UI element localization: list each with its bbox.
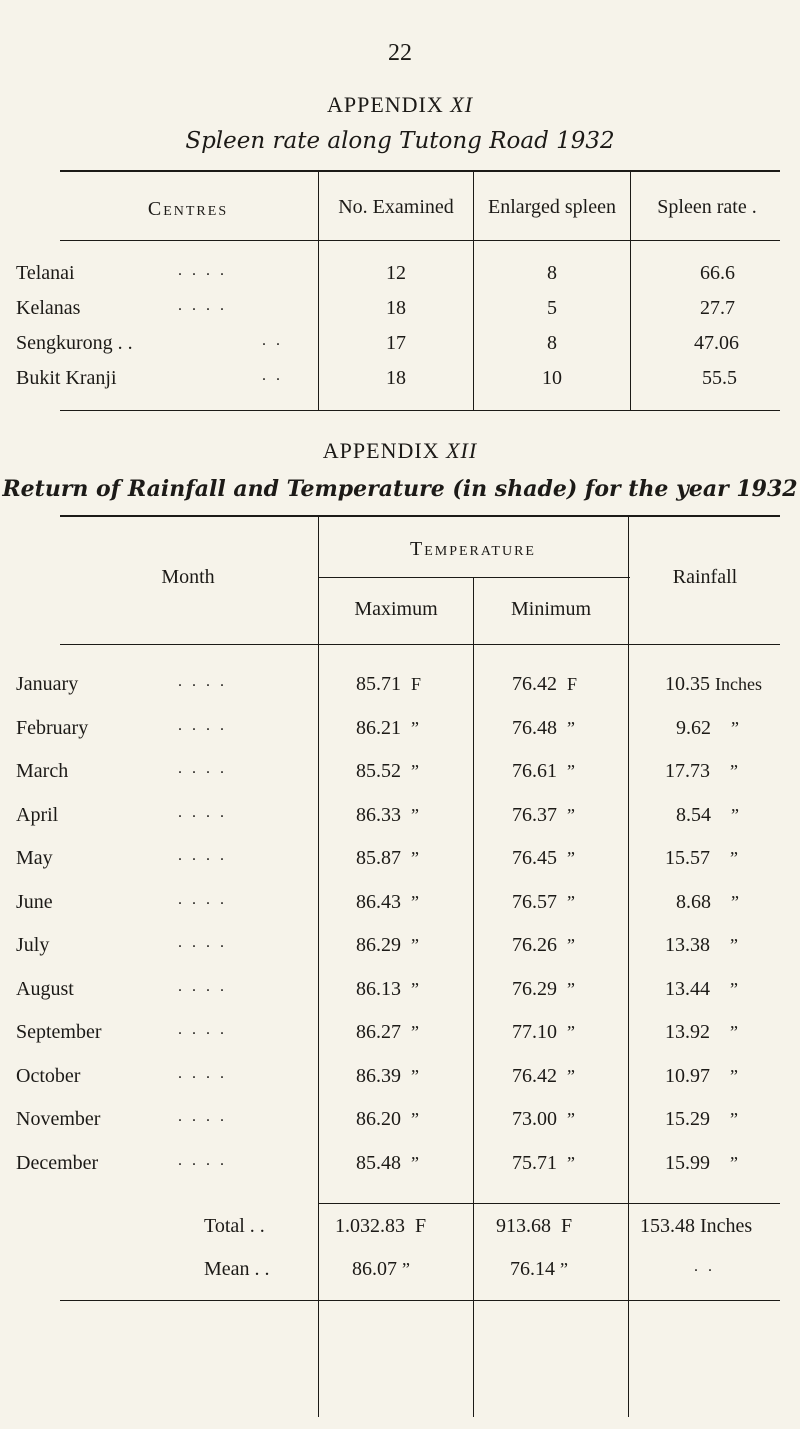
max-temp: 85.48 ” — [356, 1152, 419, 1174]
min-temp: 76.48 ” — [512, 717, 575, 739]
max-temp: 85.71 F — [356, 673, 422, 695]
min-temp: 76.37 ” — [512, 804, 575, 826]
table-bottom-rule — [60, 410, 780, 411]
min-temp: 73.00 ” — [512, 1108, 575, 1130]
leader-dots: . . . . — [178, 760, 227, 777]
column-divider — [630, 172, 631, 410]
leader-dots: . . . . — [178, 804, 227, 821]
leader-dots: . . . . — [178, 1152, 227, 1169]
rainfall: 8.68 ” — [676, 891, 739, 913]
rainfall: 15.99 ” — [665, 1152, 738, 1174]
rainfall: 13.38 ” — [665, 934, 738, 956]
column-header-examined: No. Examined — [338, 196, 454, 218]
max-temp: 86.13 ” — [356, 978, 419, 1000]
month-label: September — [16, 1021, 102, 1043]
leader-dots: . . . . — [178, 1021, 227, 1038]
rainfall: 17.73 ” — [665, 760, 738, 782]
leader-dots: . . . . — [178, 1108, 227, 1125]
column-header-maximum: Maximum — [354, 598, 438, 620]
min-temp: 76.61 ” — [512, 760, 575, 782]
max-temp: 86.39 ” — [356, 1065, 419, 1087]
max-temp: 86.21 ” — [356, 717, 419, 739]
rainfall: 15.29 ” — [665, 1108, 738, 1130]
month-label: April — [16, 804, 59, 826]
min-temp: 77.10 ” — [512, 1021, 575, 1043]
max-temp: 86.29 ” — [356, 934, 419, 956]
rainfall: 8.54 ” — [676, 804, 739, 826]
month-label: October — [16, 1065, 81, 1087]
month-label: December — [16, 1152, 99, 1174]
appendix-xii-heading: APPENDIX XII — [322, 438, 478, 463]
min-temp: 76.57 ” — [512, 891, 575, 913]
column-divider — [318, 172, 319, 410]
min-temp: 76.45 ” — [512, 847, 575, 869]
max-temp: 85.52 ” — [356, 760, 419, 782]
max-temp: 86.27 ” — [356, 1021, 419, 1043]
max-temp: 85.87 ” — [356, 847, 419, 869]
leader-dots: . . . . — [178, 717, 227, 734]
column-divider — [473, 172, 474, 410]
max-temp: 86.33 ” — [356, 804, 419, 826]
leader-dots: . . . . — [178, 891, 227, 908]
rainfall: 13.44 ” — [665, 978, 738, 1000]
month-label: March — [16, 760, 69, 782]
month-label: November — [16, 1108, 101, 1130]
column-divider — [318, 517, 319, 1417]
table-bottom-rule — [60, 1300, 780, 1301]
rainfall: 15.57 ” — [665, 847, 738, 869]
column-header-centres: Centres — [147, 198, 229, 220]
leader-dots: . . . . — [178, 673, 227, 690]
min-temp: 76.29 ” — [512, 978, 575, 1000]
month-label: January — [16, 673, 79, 695]
rainfall: 13.92 ” — [665, 1021, 738, 1043]
month-label: August — [16, 978, 74, 1000]
column-header-temperature: Temperature — [409, 538, 536, 560]
appendix-xi-subtitle: Spleen rate along Tutong Road 1932 — [185, 128, 615, 154]
month-label: July — [16, 934, 50, 956]
month-label: June — [16, 891, 53, 913]
table-top-rule — [60, 515, 780, 517]
leader-dots: . . . . — [178, 978, 227, 995]
rainfall: 9.62 ” — [676, 717, 739, 739]
max-temp: 86.43 ” — [356, 891, 419, 913]
month-label: February — [16, 717, 89, 739]
min-temp: 76.42 ” — [512, 1065, 575, 1087]
column-header-enlarged: Enlarged spleen — [488, 196, 616, 218]
table-top-rule — [60, 170, 780, 172]
max-temp: 86.20 ” — [356, 1108, 419, 1130]
rainfall: 10.35 Inches — [665, 673, 762, 695]
column-divider — [473, 578, 474, 1417]
month-label: May — [16, 847, 53, 869]
leader-dots: . . . . — [178, 934, 227, 951]
column-header-rainfall: Rainfall — [672, 566, 738, 588]
header-rule — [60, 644, 780, 645]
page-number: 22 — [388, 40, 412, 66]
header-rule — [60, 240, 780, 241]
min-temp: 76.42 F — [512, 673, 578, 695]
min-temp: 75.71 ” — [512, 1152, 575, 1174]
rainfall: 10.97 ” — [665, 1065, 738, 1087]
total-rule — [318, 1203, 780, 1204]
appendix-xi-heading: APPENDIX XI — [326, 92, 474, 117]
column-header-minimum: Minimum — [510, 598, 591, 620]
leader-dots: . . . . — [178, 1065, 227, 1082]
column-header-month: Month — [161, 566, 215, 588]
min-temp: 76.26 ” — [512, 934, 575, 956]
header-subrule — [318, 577, 630, 578]
leader-dots: . . . . — [178, 847, 227, 864]
column-header-spleen-rate: Spleen rate . — [657, 196, 757, 218]
appendix-xii-subtitle: Return of Rainfall and Temperature (in shade) for the year 1932 — [2, 476, 798, 502]
column-divider — [628, 517, 629, 1417]
